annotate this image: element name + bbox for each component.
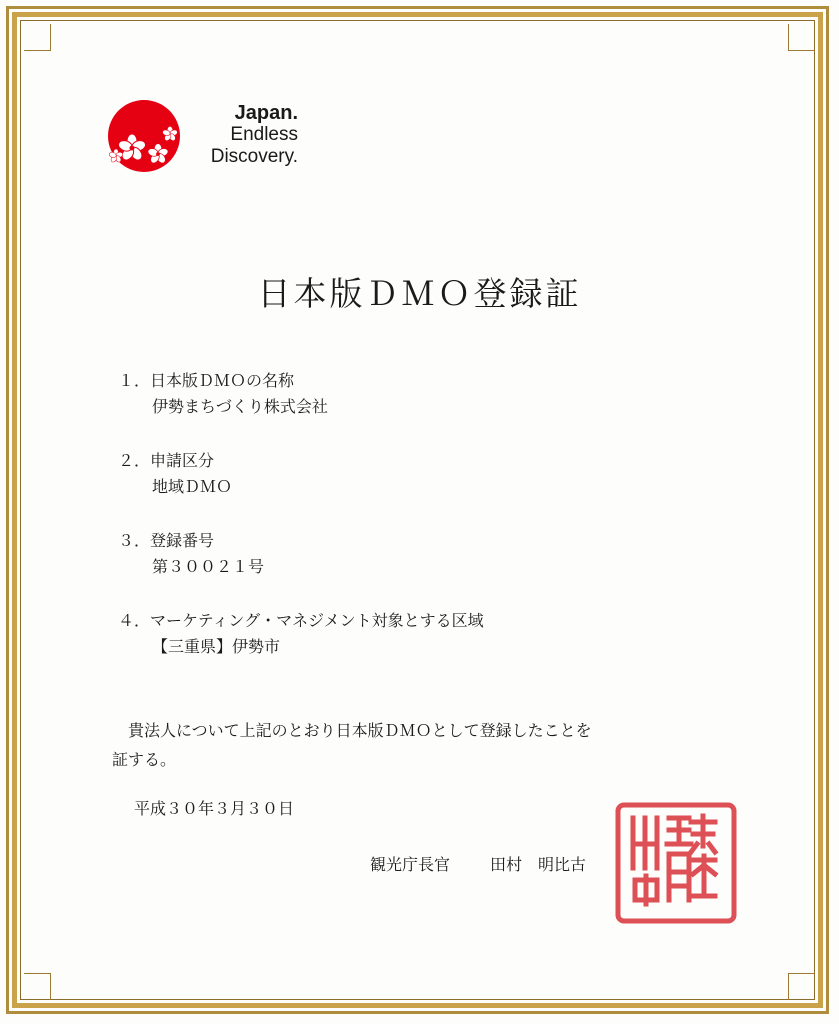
signer-title: 観光庁長官 xyxy=(370,855,451,874)
item-2 xyxy=(118,448,232,500)
corner-ornament xyxy=(788,973,815,1000)
logo-line-1: Japan. xyxy=(234,102,298,124)
item-4 xyxy=(118,608,484,660)
japan-tourism-logo xyxy=(104,100,304,180)
item-1 xyxy=(118,368,328,420)
item-heading: １．日本版ＤＭＯの名称 xyxy=(118,371,295,390)
issue-date: 平成３０年３月３０日 xyxy=(134,799,295,818)
logo-wordmark xyxy=(188,102,298,168)
item-value: 【三重県】伊勢市 xyxy=(152,637,281,656)
logo-line-2: Endless xyxy=(230,124,298,145)
signer-name: 田村 明比古 xyxy=(490,855,587,874)
statement-line-1: 貴法人について上記のとおり日本版ＤＭＯとして登録したことを xyxy=(128,721,592,740)
item-3 xyxy=(118,528,264,580)
corner-ornament xyxy=(24,24,51,51)
certification-statement xyxy=(112,716,712,774)
seal-icon xyxy=(613,800,739,926)
statement-line-2: 証する。 xyxy=(112,750,177,769)
sakura-sun-icon xyxy=(104,100,194,180)
corner-ornament xyxy=(24,973,51,1000)
item-heading: ４．マーケティング・マネジメント対象とする区域 xyxy=(118,611,484,630)
logo-line-3: Discovery. xyxy=(210,146,298,167)
official-seal-stamp xyxy=(613,800,739,926)
corner-ornament xyxy=(788,24,815,51)
item-heading: ２．申請区分 xyxy=(118,451,215,470)
item-value: 地域ＤＭＯ xyxy=(152,477,233,496)
signatory xyxy=(370,852,586,875)
certificate-title: 日本版ＤＭＯ登録証 xyxy=(257,274,582,313)
item-value: 第３００２１号 xyxy=(152,557,265,576)
item-heading: ３．登録番号 xyxy=(118,531,215,550)
item-value: 伊勢まちづくり株式会社 xyxy=(152,397,328,416)
